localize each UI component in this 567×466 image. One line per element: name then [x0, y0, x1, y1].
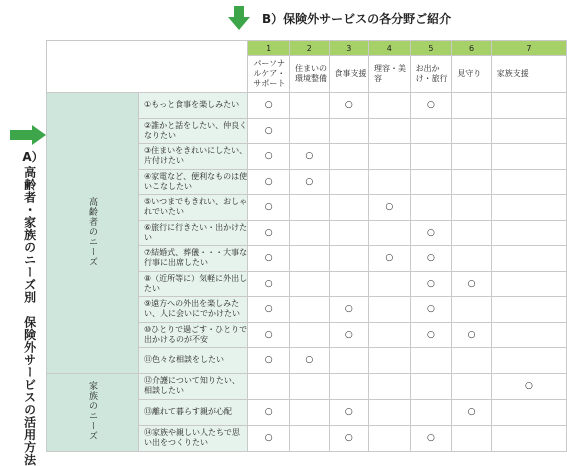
match-mark — [452, 169, 491, 195]
match-mark: ○ — [329, 425, 368, 451]
need-label: ④家電など、便利なものは使いこなしたい — [139, 169, 248, 195]
match-mark — [329, 169, 368, 195]
match-mark — [290, 322, 329, 348]
match-mark — [368, 93, 410, 119]
need-label: ⑭家族や親しい人たちで思い出をつくりたい — [139, 425, 248, 451]
needs-service-matrix — [46, 40, 567, 452]
match-mark: ○ — [410, 271, 452, 297]
category-label: パーソナルケア・サポート — [248, 56, 290, 93]
match-mark — [329, 373, 368, 399]
match-mark: ○ — [368, 195, 410, 221]
category-number: 7 — [491, 41, 566, 56]
category-number: 3 — [329, 41, 368, 56]
match-mark: ○ — [329, 399, 368, 425]
match-mark — [329, 271, 368, 297]
match-mark — [491, 144, 566, 170]
need-label: ①もっと食事を楽しみたい — [139, 93, 248, 119]
category-number-row — [47, 41, 567, 56]
match-mark — [452, 144, 491, 170]
category-label: 食事支援 — [329, 56, 368, 93]
match-mark — [368, 118, 410, 144]
need-label: ⑬離れて暮らす親が心配 — [139, 399, 248, 425]
match-mark — [491, 425, 566, 451]
match-mark — [491, 220, 566, 246]
match-mark — [452, 348, 491, 374]
match-mark — [491, 93, 566, 119]
match-mark — [491, 297, 566, 323]
match-mark — [410, 169, 452, 195]
match-mark — [491, 169, 566, 195]
match-mark — [452, 93, 491, 119]
match-mark — [368, 373, 410, 399]
match-mark — [329, 246, 368, 272]
match-mark — [368, 220, 410, 246]
needs-group-text: 高齢者のニーズ — [87, 196, 97, 267]
match-mark: ○ — [248, 220, 290, 246]
match-mark: ○ — [410, 220, 452, 246]
match-mark: ○ — [410, 93, 452, 119]
match-mark — [491, 118, 566, 144]
match-mark — [368, 169, 410, 195]
section-a-label: A） — [22, 150, 44, 164]
need-label: ⑪色々な相談をしたい — [139, 348, 248, 374]
match-mark — [410, 399, 452, 425]
category-label: 理容・美容 — [368, 56, 410, 93]
category-label: 見守り — [452, 56, 491, 93]
table-row — [47, 93, 567, 119]
match-mark — [329, 348, 368, 374]
match-mark — [290, 373, 329, 399]
match-mark — [290, 118, 329, 144]
match-mark: ○ — [248, 195, 290, 221]
match-mark — [368, 271, 410, 297]
match-mark — [491, 348, 566, 374]
need-label: ⑦結婚式、葬儀・・・大事な行事に出席したい — [139, 246, 248, 272]
match-mark: ○ — [248, 297, 290, 323]
match-mark: ○ — [248, 169, 290, 195]
match-mark — [452, 425, 491, 451]
match-mark — [290, 220, 329, 246]
match-mark — [368, 425, 410, 451]
match-mark — [290, 93, 329, 119]
match-mark: ○ — [329, 297, 368, 323]
need-label: ⑥旅行に行きたい・出かけたい — [139, 220, 248, 246]
match-mark: ○ — [290, 348, 329, 374]
match-mark: ○ — [248, 118, 290, 144]
match-mark: ○ — [452, 399, 491, 425]
match-mark — [290, 399, 329, 425]
match-mark — [491, 246, 566, 272]
category-number: 2 — [290, 41, 329, 56]
table-corner — [47, 41, 248, 93]
match-mark: ○ — [248, 271, 290, 297]
match-mark: ○ — [410, 246, 452, 272]
match-mark: ○ — [410, 425, 452, 451]
match-mark: ○ — [248, 246, 290, 272]
match-mark — [452, 118, 491, 144]
match-mark — [368, 297, 410, 323]
arrow-down-icon — [228, 6, 250, 30]
section-a-title: 高齢者・家族のニーズ別 保険外サービスの活用方法 — [22, 166, 37, 466]
category-number: 6 — [452, 41, 491, 56]
need-label: ⑤いつまでもきれい、おしゃれでいたい — [139, 195, 248, 221]
match-mark — [290, 246, 329, 272]
category-number: 1 — [248, 41, 290, 56]
match-mark: ○ — [491, 373, 566, 399]
match-mark — [410, 118, 452, 144]
category-label: 住まいの環境整備 — [290, 56, 329, 93]
category-number: 5 — [410, 41, 452, 56]
match-mark — [410, 195, 452, 221]
match-mark — [452, 220, 491, 246]
need-label: ⑧（近所等に）気軽に外出したい — [139, 271, 248, 297]
match-mark — [368, 322, 410, 348]
category-number: 4 — [368, 41, 410, 56]
matrix-body — [47, 93, 567, 452]
match-mark — [452, 373, 491, 399]
match-mark: ○ — [248, 93, 290, 119]
match-mark — [452, 195, 491, 221]
match-mark — [452, 297, 491, 323]
match-mark — [410, 348, 452, 374]
need-label: ⑩ひとりで過ごす・ひとりで出かけるのが不安 — [139, 322, 248, 348]
match-mark — [491, 195, 566, 221]
match-mark: ○ — [248, 425, 290, 451]
match-mark: ○ — [452, 322, 491, 348]
match-mark — [368, 144, 410, 170]
match-mark: ○ — [410, 297, 452, 323]
match-mark: ○ — [329, 93, 368, 119]
match-mark — [410, 144, 452, 170]
match-mark: ○ — [368, 246, 410, 272]
match-mark: ○ — [248, 144, 290, 170]
section-b-title: B）保険外サービスの各分野ご紹介 — [262, 12, 452, 26]
match-mark: ○ — [248, 399, 290, 425]
needs-group-label — [47, 93, 139, 374]
match-mark: ○ — [290, 169, 329, 195]
category-label: お出かけ・旅行 — [410, 56, 452, 93]
match-mark — [368, 399, 410, 425]
table-row — [47, 373, 567, 399]
match-mark — [290, 425, 329, 451]
needs-group-text: 家族のニーズ — [87, 381, 97, 441]
match-mark — [290, 271, 329, 297]
match-mark — [329, 220, 368, 246]
arrow-right-icon — [10, 125, 46, 145]
match-mark — [491, 399, 566, 425]
match-mark — [290, 297, 329, 323]
match-mark: ○ — [452, 271, 491, 297]
match-mark — [329, 144, 368, 170]
match-mark — [290, 195, 329, 221]
match-mark: ○ — [410, 322, 452, 348]
need-label: ②誰かと話をしたい、仲良くなりたい — [139, 118, 248, 144]
need-label: ③住まいをきれいにしたい、片付けたい — [139, 144, 248, 170]
match-mark — [452, 246, 491, 272]
match-mark — [248, 373, 290, 399]
need-label: ⑨遠方への外出を楽しみたい、人に会いにでかけたい — [139, 297, 248, 323]
needs-group-label — [47, 373, 139, 451]
match-mark: ○ — [329, 322, 368, 348]
match-mark — [491, 322, 566, 348]
match-mark — [329, 118, 368, 144]
match-mark — [410, 373, 452, 399]
match-mark — [491, 271, 566, 297]
match-mark — [368, 348, 410, 374]
match-mark — [329, 195, 368, 221]
need-label: ⑫介護について知りたい、相談したい — [139, 373, 248, 399]
match-mark: ○ — [248, 322, 290, 348]
match-mark: ○ — [248, 348, 290, 374]
match-mark: ○ — [290, 144, 329, 170]
category-label: 家族支援 — [491, 56, 566, 93]
